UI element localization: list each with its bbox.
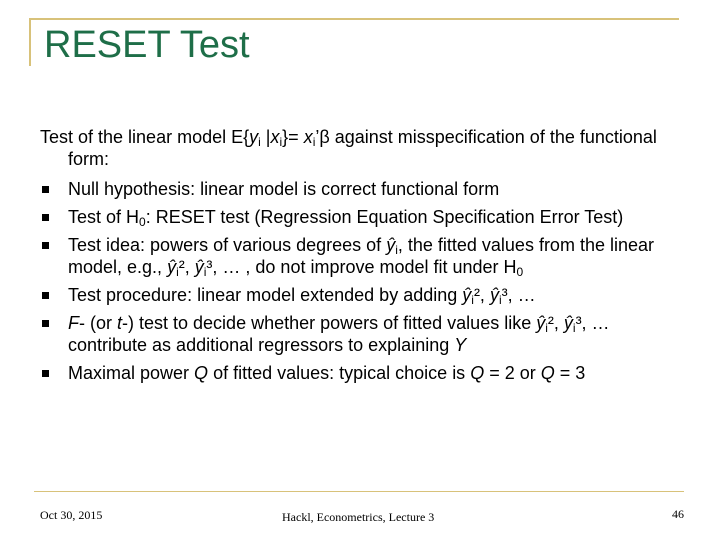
footer-title: Hackl, Econometrics, Lecture 3 [282,510,435,524]
var-Q: Q [194,363,209,383]
intro-paragraph [40,126,690,170]
sub-0: 0 [516,265,524,279]
bullet-text: ³, … contribute as additional regressors to explaining [68,313,610,355]
var-yhat: ŷ [462,285,472,305]
var-F: F [68,313,79,333]
var-yhat: ŷ [386,235,396,255]
bullet-text: : RESET test (Regression Equation Specification Error Test) [145,207,624,227]
sub-i: i [312,135,316,149]
var-x: x [303,127,313,147]
bullet-text: Test idea: powers of various degrees of [68,235,387,255]
intro-text: | [260,127,271,147]
bullet-text: ², [473,285,490,305]
var-Q: Q [470,363,485,383]
bullet-text: Null hypothesis: linear model is correct functional form [68,179,500,199]
sub-i: i [545,321,548,335]
bullet-item [40,206,690,228]
sub-i: i [572,321,576,335]
footer-date: Oct 30, 2015 [40,508,103,522]
square-bullet-icon [42,214,49,221]
sub-i: i [395,243,398,257]
slide-body [40,126,690,390]
slide-title: RESET Test [44,24,250,66]
bullet-item [40,178,690,200]
var-t: t [117,313,123,333]
bullet-text: Test procedure: linear model extended by adding [68,285,463,305]
bullet-text: Maximal power [68,363,195,383]
intro-text: }= [282,127,304,147]
title-frame-horizontal [29,18,679,20]
page-number: 46 [672,507,684,521]
intro-text: ’β against misspecification of the functional form: [68,127,657,169]
var-Y: Y [454,335,467,355]
var-x: x [270,127,280,147]
var-yhat: ŷ [167,257,177,277]
square-bullet-icon [42,242,49,249]
square-bullet-icon [42,320,49,327]
title-frame-vertical [29,18,31,66]
var-yhat: ŷ [194,257,204,277]
sub-i: i [279,135,283,149]
bullet-item [40,362,690,384]
bullet-text: = 3 [554,363,586,383]
square-bullet-icon [42,370,49,377]
var-Q: Q [540,363,555,383]
sub-i: i [471,293,474,307]
sub-i: i [176,265,179,279]
var-yhat: ŷ [536,313,546,333]
square-bullet-icon [42,292,49,299]
var-yhat: ŷ [489,285,499,305]
sub-0: 0 [139,215,146,229]
var-yhat: ŷ [563,313,573,333]
intro-text: Test of the linear model E{ [40,127,250,147]
bullet-item [40,312,690,356]
bullet-text: , the fitted values from the linear model, e.g., [68,235,654,277]
bullet-text: Test of H [68,207,140,227]
var-y: y [249,127,259,147]
sub-i: i [258,135,261,149]
sub-i: i [203,265,207,279]
sub-i: i [498,293,502,307]
bullet-text: ², [178,257,195,277]
bullet-item [40,284,690,306]
bullet-text: -) test to decide whether powers of fitted values like [122,313,537,333]
bullet-text: of fitted values: typical choice is [208,363,471,383]
footer-divider [34,491,684,492]
bullet-text: ², [547,313,564,333]
bullet-text: = 2 or [484,363,541,383]
bullet-item [40,234,690,278]
bullet-text: ³, … , do not improve model fit under H [206,257,517,277]
bullet-text: ³, … [501,285,536,305]
bullet-text: - (or [79,313,117,333]
square-bullet-icon [42,186,49,193]
